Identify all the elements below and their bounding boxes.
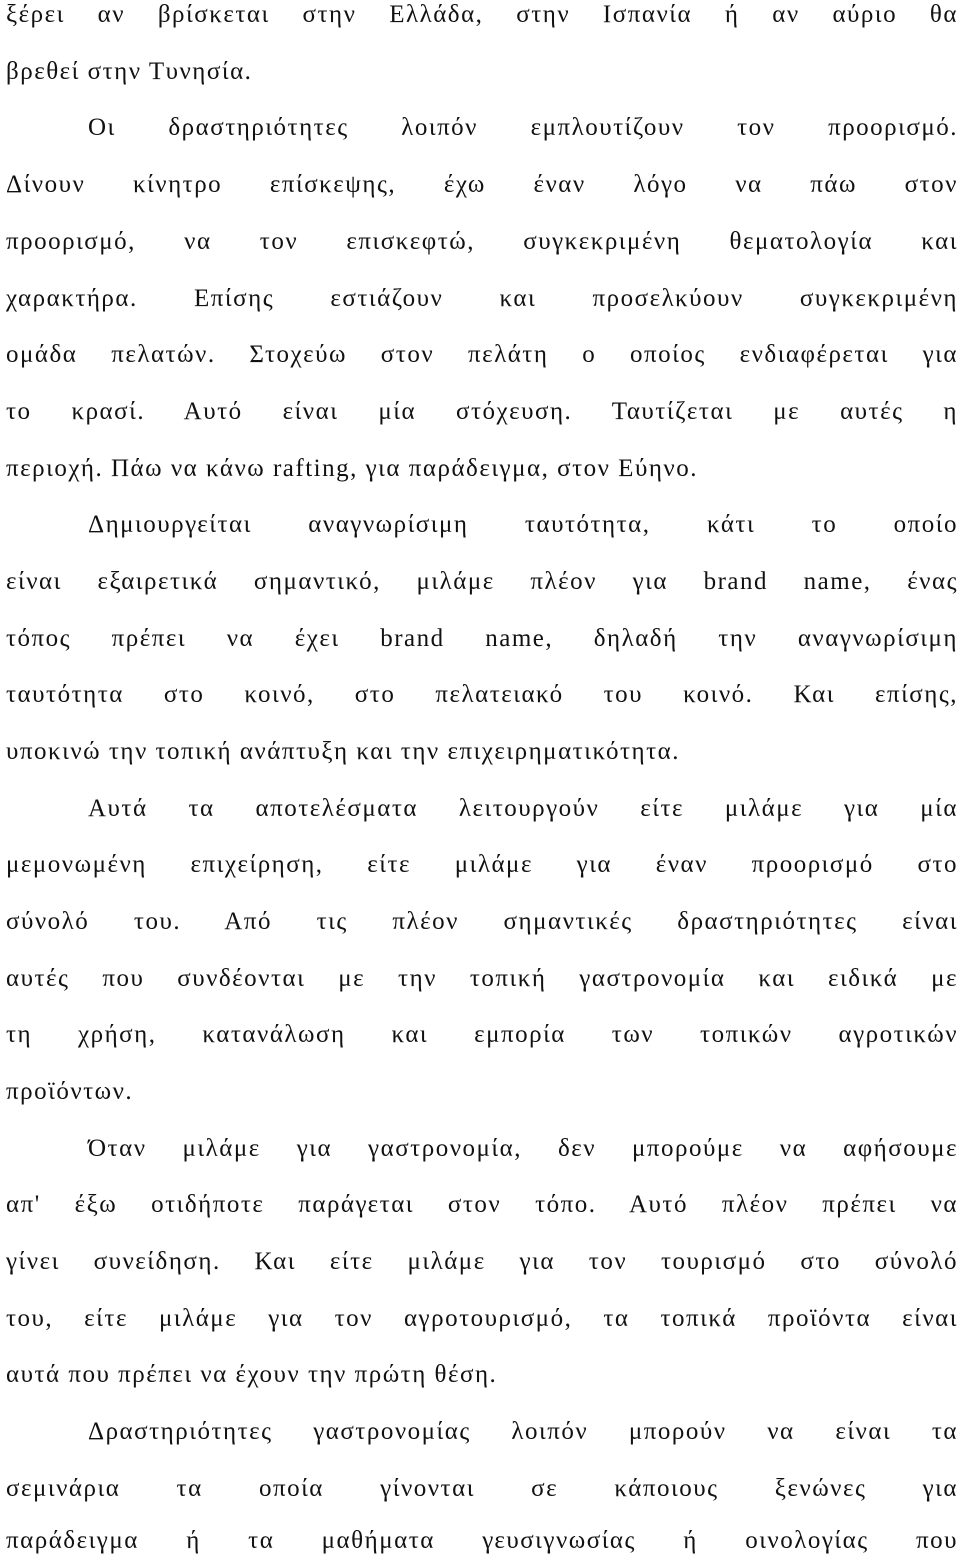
- text-line: Δημιουργείται αναγνωρίσιμη ταυτότητα, κάτι το οποίο: [88, 511, 958, 538]
- text-line: υποκινώ την τοπική ανάπτυξη και την επιχειρηματικότητα.: [6, 738, 681, 765]
- text-line: Οι δραστηριότητες λοιπόν εμπλουτίζουν τον προορισμό.: [88, 114, 958, 141]
- text-line: Αυτά τα αποτελέσματα λειτουργούν είτε μιλάμε για μία: [88, 795, 958, 822]
- text-line: τόπος πρέπει να έχει brand name, δηλαδή την αναγνωρίσιμη: [6, 625, 958, 652]
- text-line: προορισμό, να τον επισκεφτώ, συγκεκριμένη θεματολογία και: [6, 228, 958, 255]
- text-line: το κρασί. Αυτό είναι μία στόχευση. Ταυτίζεται με αυτές η: [6, 398, 958, 425]
- text-line: ταυτότητα στο κοινό, στο πελατειακό του κοινό. Και επίσης,: [6, 681, 958, 708]
- text-line: προϊόντων.: [6, 1078, 134, 1105]
- text-line: ξέρει αν βρίσκεται στην Ελλάδα, στην Ισπανία ή αν αύριο θα: [6, 1, 958, 28]
- text-line: αυτές που συνδέονται με την τοπική γαστρονομία και ειδικά με: [6, 965, 958, 992]
- text-line: σύνολό του. Από τις πλέον σημαντικές δραστηριότητες είναι: [6, 908, 958, 935]
- text-line: απ' έξω οτιδήποτε παράγεται στον τόπο. Αυτό πλέον πρέπει να: [6, 1191, 958, 1218]
- text-line: μεμονωμένη επιχείρηση, είτε μιλάμε για έναν προορισμό στο: [6, 851, 958, 878]
- text-line: Δραστηριότητες γαστρονομίας λοιπόν μπορούν να είναι τα: [88, 1418, 958, 1445]
- text-line: σεμινάρια τα οποία γίνονται σε κάποιους ξενώνες για: [6, 1475, 958, 1502]
- text-line: τη χρήση, κατανάλωση και εμπορία των τοπικών αγροτικών: [6, 1021, 958, 1048]
- text-line: βρεθεί στην Τυνησία.: [6, 58, 253, 85]
- text-line: του, είτε μιλάμε για τον αγροτουρισμό, τα τοπικά προϊόντα είναι: [6, 1305, 958, 1332]
- text-line: Δίνουν κίνητρο επίσκεψης, έχω έναν λόγο να πάω στον: [6, 171, 958, 198]
- text-line: χαρακτήρα. Επίσης εστιάζουν και προσελκύουν συγκεκριμένη: [6, 285, 958, 312]
- text-line: ομάδα πελατών. Στοχεύω στον πελάτη ο οποίος ενδιαφέρεται για: [6, 341, 958, 368]
- text-line: αυτά που πρέπει να έχουν την πρώτη θέση.: [6, 1361, 498, 1388]
- text-line: περιοχή. Πάω να κάνω rafting, για παράδειγμα, στον Εύηνο.: [6, 455, 698, 482]
- text-line: γίνει συνείδηση. Και είτε μιλάμε για τον τουρισμό στο σύνολό: [6, 1248, 958, 1275]
- text-line: Όταν μιλάμε για γαστρονομία, δεν μπορούμε να αφήσουμε: [88, 1135, 958, 1162]
- text-line: παράδειγμα ή τα μαθήματα γευσιγνωσίας ή οινολογίας που: [6, 1527, 958, 1554]
- text-line: είναι εξαιρετικά σημαντικό, μιλάμε πλέον για brand name, ένας: [6, 568, 958, 595]
